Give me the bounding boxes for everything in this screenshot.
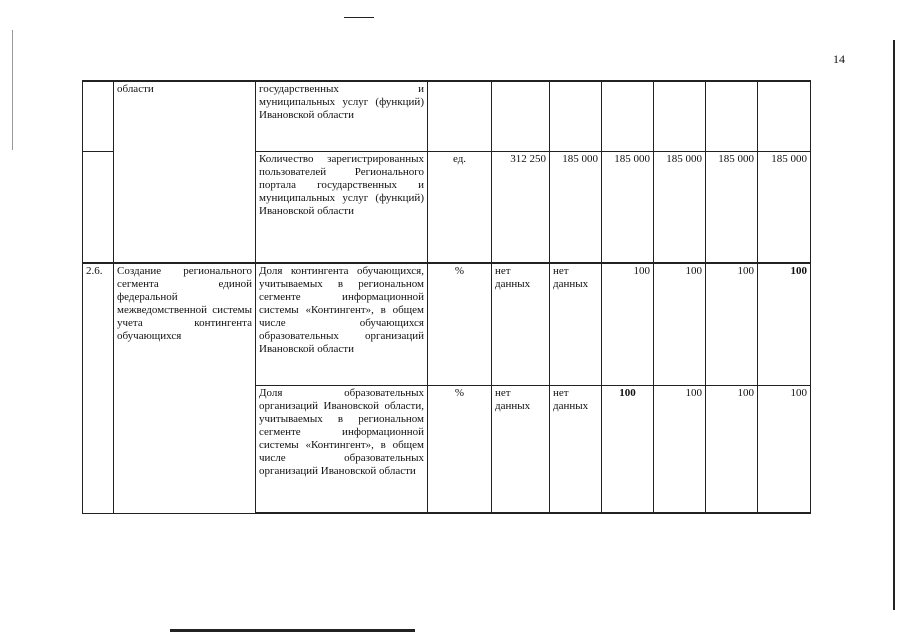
value-2: 100 [602, 263, 654, 385]
value-2: 185 000 [602, 151, 654, 263]
value-3: 185 000 [654, 151, 706, 263]
scan-line-right [893, 40, 895, 610]
measure-name: области [114, 81, 256, 263]
scan-line-top [344, 17, 374, 18]
page-number: 14 [833, 52, 845, 66]
value-5: 100 [758, 263, 811, 385]
value-4: 185 000 [706, 151, 758, 263]
value-2: 100 [602, 385, 654, 513]
value-1 [550, 81, 602, 151]
value-4: 100 [706, 263, 758, 385]
value-2 [602, 81, 654, 151]
value-1: нет данных [550, 385, 602, 513]
value-5: 185 000 [758, 151, 811, 263]
measure-name: Создание регионального сегмента единой федеральной межведомственной системы учета контингента обучающихся [114, 263, 256, 513]
indicator-name: Количество зарегистрированных пользователей Регионального портала государственных и муниципальных услуг (функций) Ивановской области [256, 151, 428, 263]
base-value: 312 250 [492, 151, 550, 263]
value-1: нет данных [550, 263, 602, 385]
row-number-empty [83, 151, 114, 263]
table-row [83, 263, 811, 385]
value-3: 100 [654, 385, 706, 513]
unit: % [428, 263, 492, 385]
indicator-name: государственных и муниципальных услуг (функций) Ивановской области [256, 81, 428, 151]
value-4: 100 [706, 385, 758, 513]
value-1: 185 000 [550, 151, 602, 263]
indicator-name: Доля образовательных организаций Ивановской области, учитываемых в региональном сегменте информационной системы «Контингент», в общем числе образовательных организаций Ивановской области [256, 385, 428, 513]
unit: ед. [428, 151, 492, 263]
value-3 [654, 81, 706, 151]
table-row [83, 81, 811, 151]
indicator-name: Доля контингента обучающихся, учитываемых в региональном сегменте информационной системы «Контингент», в общем числе обучающихся образовательных организаций Ивановской области [256, 263, 428, 385]
value-3: 100 [654, 263, 706, 385]
row-number [83, 81, 114, 151]
base-value [492, 81, 550, 151]
indicators-table [82, 80, 811, 514]
base-value: нет данных [492, 263, 550, 385]
value-5: 100 [758, 385, 811, 513]
scan-line-left [12, 30, 13, 150]
value-5 [758, 81, 811, 151]
row-number: 2.6. [83, 263, 114, 513]
value-4 [706, 81, 758, 151]
unit [428, 81, 492, 151]
scan-line-bottom [170, 629, 415, 632]
unit: % [428, 385, 492, 513]
base-value: нет данных [492, 385, 550, 513]
